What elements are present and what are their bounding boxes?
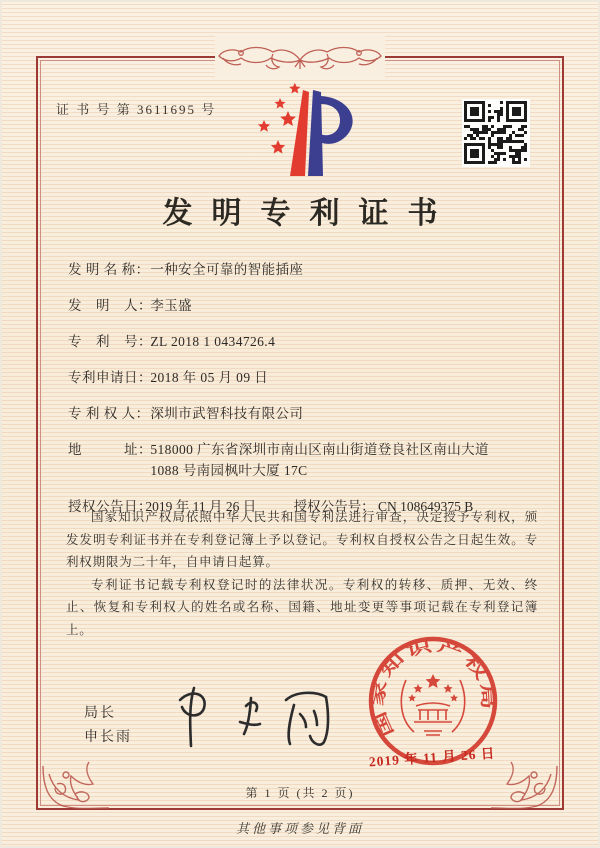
field-value: 李玉盛	[150, 298, 193, 313]
field-value: 深圳市武智科技有限公司	[150, 406, 304, 421]
field-patentee	[68, 403, 538, 424]
field-patent-number	[68, 331, 538, 352]
field-value: ZL 2018 1 0434726.4	[150, 334, 276, 349]
field-label: 地 址：	[68, 442, 152, 457]
field-value: CN 108649375 B	[378, 499, 474, 514]
field-label: 专利申请日：	[68, 370, 152, 385]
legal-text	[66, 506, 538, 641]
field-label: 发 明 人：	[68, 298, 152, 313]
qr-pattern	[464, 101, 528, 165]
field-label: 授权公告日：	[68, 499, 152, 514]
field-invention-name	[68, 259, 538, 280]
national-emblem-icon	[401, 674, 464, 735]
field-value: 一种安全可靠的智能插座	[150, 262, 304, 277]
cnipa-logo-icon	[242, 78, 362, 182]
legal-paragraph-2: 专利证书记载专利权登记时的法律状况。专利权的转移、质押、无效、终止、恢复和专利权人的姓名或名称、国籍、地址变更等事项记载在专利登记簿上。	[66, 577, 538, 637]
page-number: 第 1 页 (共 2 页)	[245, 786, 355, 800]
director-block	[84, 702, 132, 750]
field-label: 授权公告号：	[293, 499, 375, 514]
back-note: 其他事项参见背面	[235, 821, 364, 836]
certificate-title: 发明专利证书	[162, 197, 457, 230]
director-name: 申长雨	[84, 730, 132, 745]
field-address	[68, 439, 538, 481]
field-inventor	[68, 295, 538, 316]
legal-paragraph-1: 国家知识产权局依照中华人民共和国专利法进行审查，决定授予专利权，颁发发明专利证书并在专利登记簿上予以登记。专利权自授权公告之日起生效。专利权期限为二十年，自申请日起算。	[66, 510, 538, 569]
field-label: 专 利 号：	[68, 334, 152, 349]
director-title: 局长	[84, 706, 116, 721]
field-value: 2018 年 05 月 09 日	[150, 370, 269, 385]
field-value: 518000 广东省深圳市南山区南山街道登良社区南山大道 1088 号南园枫叶大厦 17C	[150, 442, 489, 478]
qr-code	[462, 99, 530, 167]
seal-ring-text: 国家知识产权局	[369, 637, 496, 739]
certificate-fields	[68, 259, 538, 517]
field-label: 专 利 权 人：	[68, 406, 150, 421]
field-value: 2019 年 11 月 26 日	[145, 499, 257, 514]
seal-date: 2019 年 11 月 26 日	[368, 745, 496, 770]
svg-text:国家知识产权局	[368, 636, 497, 740]
dragon-ornament-icon	[215, 36, 385, 78]
certificate-number: 证 书 号 第 3611695 号	[56, 102, 217, 117]
field-application-date	[68, 367, 538, 388]
director-signature	[168, 678, 343, 756]
field-label: 发 明 名 称：	[68, 262, 150, 277]
